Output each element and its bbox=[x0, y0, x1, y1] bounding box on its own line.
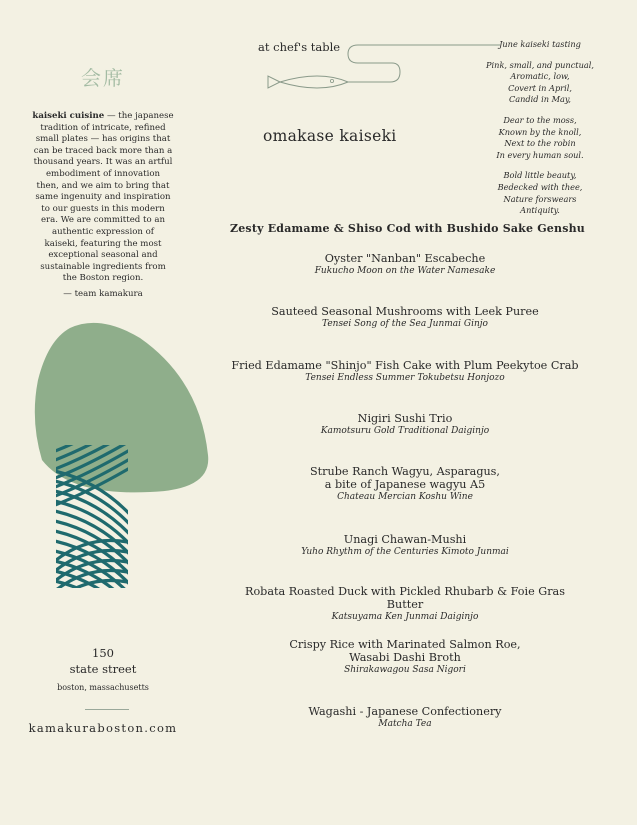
intro-line: tradition of intricate, refined bbox=[40, 122, 166, 133]
address-city: boston, massachusetts bbox=[57, 683, 149, 692]
poem-line: Next to the robin bbox=[504, 138, 576, 149]
poem-line: Candid in May, bbox=[508, 94, 572, 105]
signoff: — team kamakura bbox=[63, 289, 143, 299]
divider bbox=[85, 709, 129, 710]
stanza-gap bbox=[470, 161, 610, 170]
menu-course bbox=[230, 305, 580, 330]
intro-bold: kaiseki cuisine bbox=[32, 111, 105, 121]
menu bbox=[230, 222, 585, 729]
poem-line: Covert in April, bbox=[508, 82, 572, 93]
intro-line: the Boston region. bbox=[62, 273, 144, 284]
poem bbox=[470, 39, 610, 217]
sake-pairing: Tensei Endless Summer Tokubetsu Honjozo bbox=[305, 373, 505, 383]
intro-line: then, and we aim to bring that bbox=[36, 180, 170, 191]
poem-line: Aromatic, low, bbox=[510, 71, 570, 82]
menu-course bbox=[230, 412, 580, 437]
menu-course bbox=[230, 705, 580, 730]
intro-line: thousand years. It was an artful bbox=[33, 157, 173, 168]
intro-line bbox=[28, 111, 178, 123]
address-street: state street bbox=[69, 662, 137, 676]
dish-name: Sauteed Seasonal Mushrooms with Leek Puree bbox=[271, 305, 539, 318]
sake-pairing: Fukucho Moon on the Water Namesake bbox=[314, 266, 496, 276]
menu-heading: Zesty Edamame & Shiso Cod with Bushido Sake Genshu bbox=[230, 222, 585, 235]
intro-line: authentic expression of bbox=[51, 226, 154, 237]
dish-name: Fried Edamame "Shinjo" Fish Cake with Plum Peekytoe Crab bbox=[231, 359, 579, 372]
poem-line: In every human soul. bbox=[496, 149, 584, 160]
poem-line: Dear to the moss, bbox=[503, 114, 577, 125]
address-number: 150 bbox=[92, 646, 114, 660]
dish-name: Wasabi Dashi Broth bbox=[349, 651, 461, 664]
intro-line: to our guests in this modern bbox=[41, 203, 165, 214]
intro-line: same ingenuity and inspiration bbox=[35, 192, 171, 203]
poem-line: Bedecked with thee, bbox=[497, 181, 583, 192]
dish-name: Oyster "Nanban" Escabeche bbox=[324, 252, 486, 265]
subtitle: at chef's table bbox=[258, 40, 341, 54]
sake-pairing: Katsuyama Ken Junmai Daiginjo bbox=[331, 612, 479, 622]
website-link[interactable]: kamakuraboston.com bbox=[28, 721, 178, 735]
poem-line: Antiquity. bbox=[520, 205, 560, 216]
sake-pairing: Matcha Tea bbox=[378, 719, 432, 729]
menu-course bbox=[230, 465, 580, 503]
intro-line: era. We are committed to an bbox=[40, 215, 166, 226]
stanza-gap bbox=[470, 51, 610, 60]
page-title: omakase kaiseki bbox=[263, 127, 397, 145]
sake-pairing: Kamotsuru Gold Traditional Daiginjo bbox=[320, 426, 490, 436]
stanza-gap bbox=[470, 106, 610, 115]
intro-line: sustainable ingredients from bbox=[40, 261, 166, 272]
intro-line: kaiseki, featuring the most bbox=[44, 238, 162, 249]
wave-stroke bbox=[50, 591, 140, 601]
sake-pairing: Tensei Song of the Sea Junmai Ginjo bbox=[322, 319, 488, 329]
intro-text bbox=[28, 111, 178, 285]
dish-name: Crispy Rice with Marinated Salmon Roe, bbox=[289, 638, 521, 651]
poem-line: Known by the knoll, bbox=[498, 126, 582, 137]
menu-course bbox=[230, 638, 580, 676]
dish-name: a bite of Japanese wagyu A5 bbox=[324, 478, 486, 491]
dish-name: Unagi Chawan-Mushi bbox=[343, 533, 467, 546]
intro-line: embodiment of innovation bbox=[45, 168, 161, 179]
menu-course bbox=[230, 359, 580, 384]
sake-pairing: Chateau Mercian Koshu Wine bbox=[337, 492, 473, 502]
dish-name: Strube Ranch Wagyu, Asparagus, bbox=[310, 465, 500, 478]
intro-line: small plates — has origins that bbox=[35, 134, 171, 145]
menu-course bbox=[230, 585, 580, 623]
sake-pairing: Yuho Rhythm of the Centuries Kimoto Junmai bbox=[301, 547, 509, 557]
intro-line: exceptional seasonal and bbox=[48, 250, 158, 261]
sake-pairing: Shirakawagou Sasa Nigori bbox=[344, 665, 466, 675]
poem-title: June kaiseki tasting bbox=[499, 39, 581, 49]
kanji-logo: 会席 bbox=[81, 66, 125, 90]
dish-name: Wagashi - Japanese Confectionery bbox=[308, 705, 502, 718]
intro-line: can be traced back more than a bbox=[33, 145, 173, 156]
dish-name: Robata Roasted Duck with Pickled Rhubarb & Foie Gras Butter bbox=[245, 585, 565, 611]
poem-line: Pink, small, and punctual, bbox=[486, 59, 594, 70]
intro-text-span: — the japanese bbox=[104, 111, 174, 121]
menu-course bbox=[230, 252, 580, 277]
decorative-artwork bbox=[30, 320, 220, 600]
dish-name: Nigiri Sushi Trio bbox=[357, 412, 453, 425]
poem-line: Nature forswears bbox=[503, 193, 577, 204]
menu-course bbox=[230, 533, 580, 558]
poem-line: Bold little beauty, bbox=[503, 170, 577, 181]
